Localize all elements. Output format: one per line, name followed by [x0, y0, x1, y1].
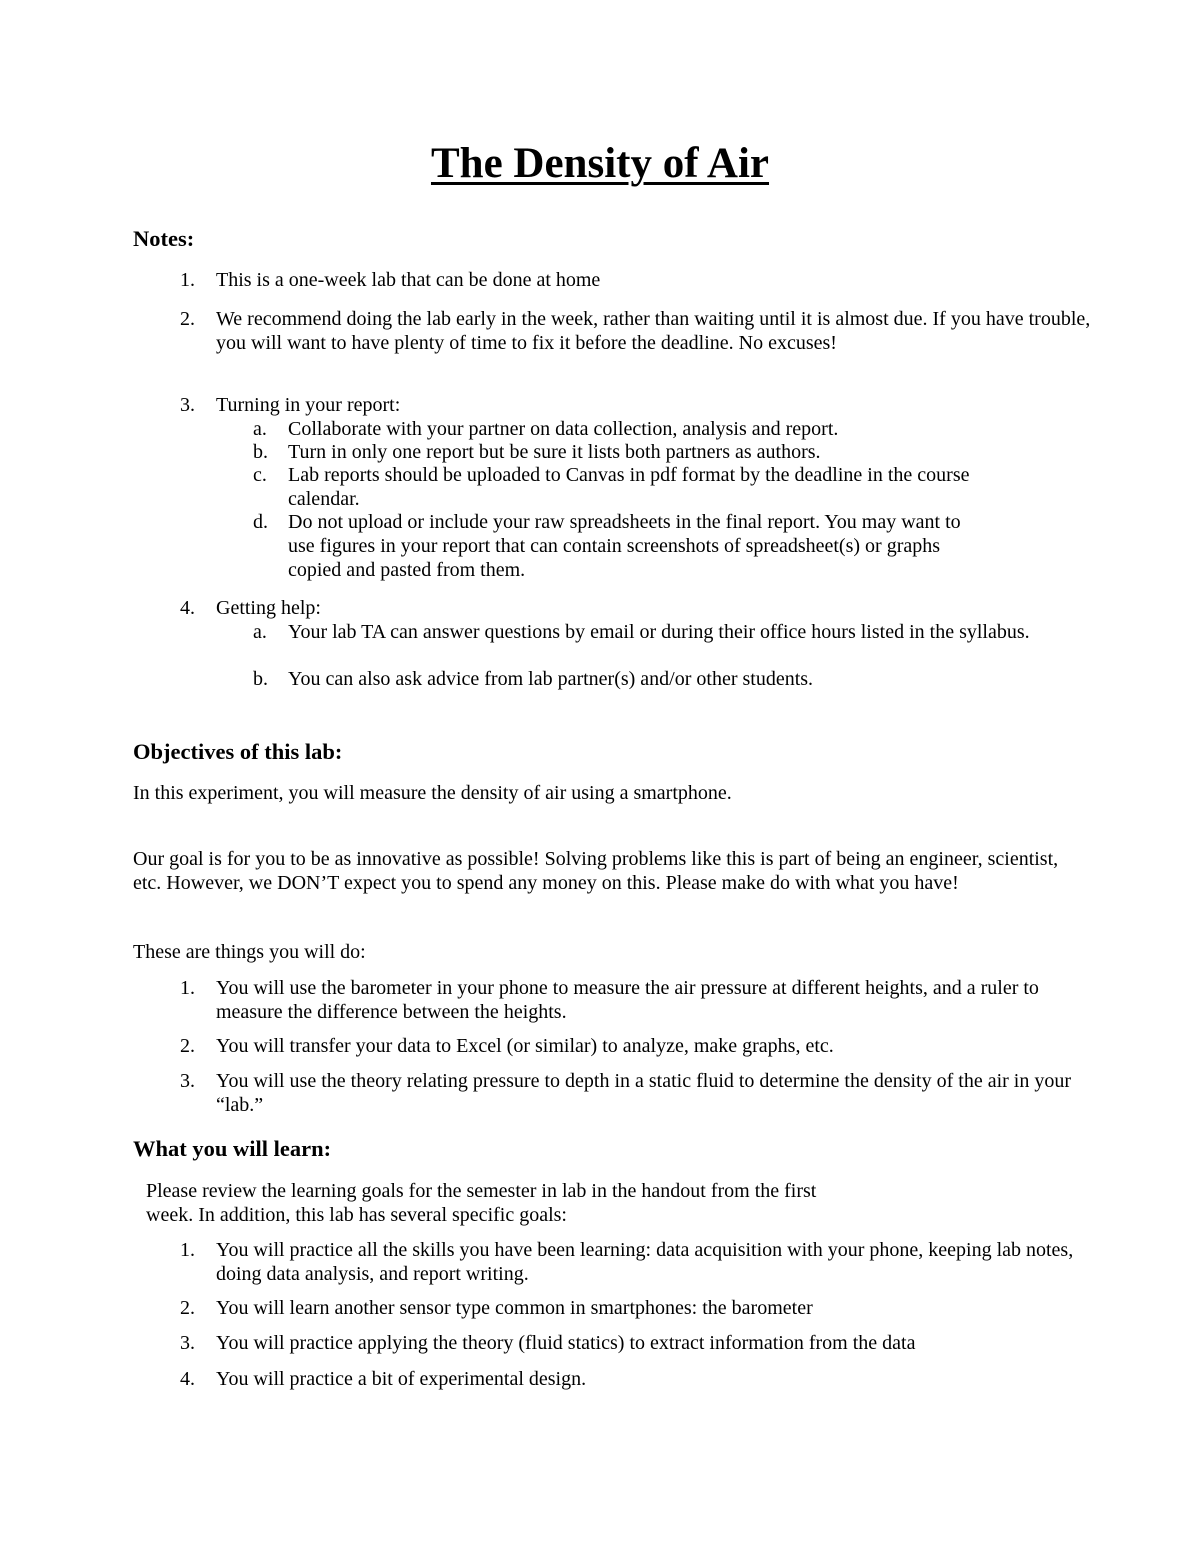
list-number: 3.: [180, 1070, 195, 1092]
list-text: You will practice a bit of experimental design.: [216, 1368, 587, 1390]
notes-item-2: [180, 307, 1100, 355]
list-text: Turning in your report:: [216, 394, 401, 416]
notes-subitem-4a: [253, 620, 1093, 644]
notes-item-3: [180, 393, 1100, 417]
list-number: 4.: [180, 597, 195, 619]
objectives-item-3: [180, 1069, 1100, 1117]
list-text: Turn in only one report but be sure it lists both partners as authors.: [288, 441, 821, 463]
list-text: This is a one-week lab that can be done at home: [216, 269, 601, 291]
learn-intro-line-2: week. In addition, this lab has several specific goals:: [146, 1204, 567, 1226]
notes-subitem-3b: [253, 440, 1093, 464]
objectives-intro: In this experiment, you will measure the density of air using a smartphone.: [133, 782, 732, 804]
list-number: 3.: [180, 1332, 195, 1354]
learn-item-4: [180, 1367, 1100, 1391]
list-text: We recommend doing the lab early in the week, rather than waiting until it is almost due. If you have trouble, you will want to have plenty of time to fix it before the deadline. No excuses!: [216, 308, 1091, 354]
list-letter: a.: [253, 418, 267, 440]
list-letter: d.: [253, 511, 268, 533]
learn-intro-line-1: Please review the learning goals for the semester in lab in the handout from the first: [146, 1180, 817, 1202]
learn-item-2: [180, 1296, 1100, 1320]
list-number: 2.: [180, 1035, 195, 1057]
objectives-item-1: [180, 976, 1100, 1024]
learn-heading: What you will learn:: [133, 1136, 332, 1161]
list-text: You will learn another sensor type common in smartphones: the barometer: [216, 1297, 813, 1319]
list-text: Lab reports should be uploaded to Canvas in pdf format by the deadline in the course calendar.: [288, 464, 970, 510]
list-text: You will practice applying the theory (fluid statics) to extract information from the data: [216, 1332, 916, 1354]
notes-subitem-3c: [253, 463, 1093, 511]
list-number: 1.: [180, 977, 195, 999]
list-text: You will practice all the skills you have been learning: data acquisition with your phone, keeping lab notes, doing data analysis, and report writing.: [216, 1239, 1074, 1285]
list-text: Collaborate with your partner on data collection, analysis and report.: [288, 418, 839, 440]
notes-item-1: [180, 268, 1100, 292]
list-number: 1.: [180, 269, 195, 291]
objectives-goal: Our goal is for you to be as innovative as possible! Solving problems like this is part of being an engineer, scientist, etc. However, we DON’T expect you to spend any money on this. Please make do with what you have!: [133, 848, 1059, 894]
objectives-item-2: [180, 1034, 1100, 1058]
objectives-heading: Objectives of this lab:: [133, 739, 343, 764]
list-letter: c.: [253, 464, 267, 486]
list-text: Do not upload or include your raw spreadsheets in the final report. You may want to use figures in your report that can contain screenshots of spreadsheet(s) or graphs copied and pasted from them.: [288, 511, 961, 581]
list-text: You will transfer your data to Excel (or similar) to analyze, make graphs, etc.: [216, 1035, 834, 1057]
list-number: 2.: [180, 308, 195, 330]
list-letter: a.: [253, 621, 267, 643]
list-number: 3.: [180, 394, 195, 416]
notes-subitem-3d: [253, 510, 1093, 582]
objectives-things-intro: These are things you will do:: [133, 941, 366, 963]
learn-item-1: [180, 1238, 1100, 1286]
notes-subitem-3a: [253, 417, 1093, 441]
notes-subitem-4b: [253, 667, 1093, 691]
notes-item-4: [180, 596, 1100, 620]
list-text: Getting help:: [216, 597, 321, 619]
list-text: You will use the theory relating pressure to depth in a static fluid to determine the density of the air in your “lab.”: [216, 1070, 1071, 1116]
list-text: You will use the barometer in your phone to measure the air pressure at different heights, and a ruler to measure the difference between the heights.: [216, 977, 1039, 1023]
list-number: 2.: [180, 1297, 195, 1319]
list-letter: b.: [253, 441, 268, 463]
notes-heading: Notes:: [133, 226, 195, 251]
list-number: 1.: [180, 1239, 195, 1261]
page-title: The Density of Air: [430, 140, 770, 187]
list-text: You can also ask advice from lab partner(s) and/or other students.: [288, 668, 814, 690]
list-number: 4.: [180, 1368, 195, 1390]
list-text: Your lab TA can answer questions by email or during their office hours listed in the syllabus.: [288, 621, 1030, 643]
list-letter: b.: [253, 668, 268, 690]
learn-item-3: [180, 1331, 1100, 1355]
